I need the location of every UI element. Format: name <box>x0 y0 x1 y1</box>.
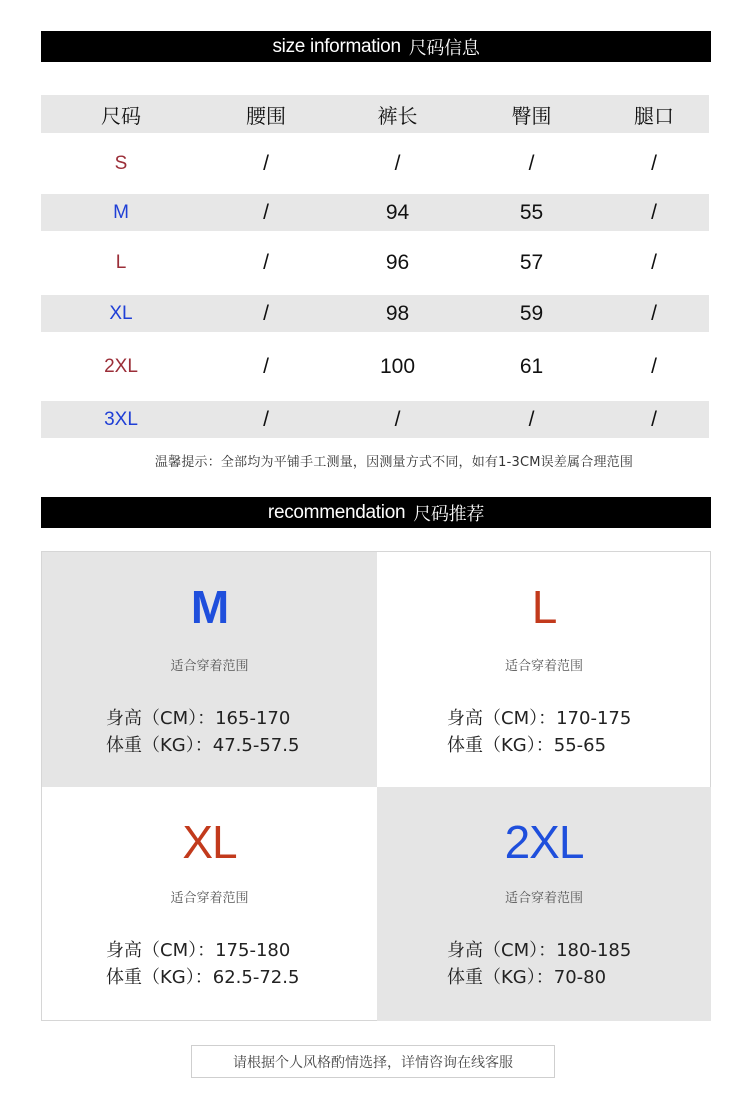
length-cell: 100 <box>379 354 416 378</box>
recommend-weight: 体重（KG）：70-80 <box>447 967 607 988</box>
length-cell: 94 <box>331 194 464 231</box>
size-cell: 2XL <box>104 355 138 377</box>
hip-cell: 61 <box>519 354 544 378</box>
size-cell: S <box>114 152 128 174</box>
waist-cell: / <box>263 354 269 378</box>
recommendation-grid <box>41 551 711 1021</box>
hip-cell: / <box>464 401 599 438</box>
size-cell: L <box>115 252 127 273</box>
size-table-header-row <box>41 95 709 133</box>
footer-note <box>191 1045 555 1078</box>
waist-cell: / <box>263 151 269 175</box>
size-info-title-cn: 尺码信息 <box>408 37 480 59</box>
size-cell: 3XL <box>41 401 201 438</box>
waist-cell: / <box>263 251 269 274</box>
hip-cell: / <box>528 151 535 175</box>
table-row <box>41 133 709 194</box>
waist-cell: / <box>201 401 331 438</box>
leg-cell: / <box>599 401 709 438</box>
leg-cell: / <box>651 251 657 274</box>
header-length: 裤长 <box>331 95 464 133</box>
length-cell: 98 <box>331 295 464 332</box>
recommend-size-label: 2XL <box>504 816 584 868</box>
recommend-height: 身高（CM）：175-180 <box>106 940 291 961</box>
size-cell: M <box>41 194 201 231</box>
recommendation-banner <box>41 497 711 528</box>
table-row <box>41 295 709 332</box>
header-leg-opening: 腿口 <box>599 95 709 133</box>
recommend-card-m <box>42 552 377 787</box>
recommendation-title-en: recommendation <box>267 501 406 523</box>
leg-cell: / <box>651 151 657 175</box>
recommend-weight: 体重（KG）：47.5-57.5 <box>106 735 300 756</box>
leg-cell: / <box>599 295 709 332</box>
recommend-height: 身高（CM）：180-185 <box>447 940 632 961</box>
recommendation-title-cn: 尺码推荐 <box>413 503 485 525</box>
size-table <box>41 95 709 438</box>
recommend-card-xl <box>42 787 377 1021</box>
recommend-weight: 体重（KG）：55-65 <box>447 735 607 756</box>
waist-cell: / <box>201 295 331 332</box>
size-info-banner <box>41 31 711 62</box>
header-size: 尺码 <box>41 95 201 133</box>
table-row <box>41 401 709 438</box>
measurement-note: 温馨提示：全部均为平铺手工测量，因测量方式不同，如有1-3CM误差属合理范围 <box>154 455 634 470</box>
recommend-subtitle: 适合穿着范围 <box>504 659 583 674</box>
footer-text: 请根据个人风格酌情选择，详情咨询在线客服 <box>233 1054 513 1071</box>
recommend-height: 身高（CM）：170-175 <box>447 708 632 729</box>
recommend-weight: 体重（KG）：62.5-72.5 <box>106 967 300 988</box>
hip-cell: 59 <box>464 295 599 332</box>
recommend-height: 身高（CM）：165-170 <box>106 708 291 729</box>
table-row <box>41 194 709 231</box>
recommend-size-label: XL <box>182 816 237 868</box>
header-hip: 臀围 <box>464 95 599 133</box>
size-info-title-en: size information <box>272 35 401 57</box>
leg-cell: / <box>651 354 657 378</box>
header-waist: 腰围 <box>201 95 331 133</box>
table-row <box>41 231 709 295</box>
size-cell: XL <box>41 295 201 332</box>
recommend-card-l <box>377 552 711 787</box>
length-cell: / <box>394 151 401 175</box>
waist-cell: / <box>201 194 331 231</box>
hip-cell: 55 <box>464 194 599 231</box>
length-cell: / <box>331 401 464 438</box>
length-cell: 96 <box>385 251 410 274</box>
recommend-size-label: M <box>190 581 229 633</box>
table-row <box>41 332 709 401</box>
hip-cell: 57 <box>519 251 544 274</box>
recommend-card-2xl <box>377 787 711 1021</box>
leg-cell: / <box>599 194 709 231</box>
recommend-size-label: L <box>531 581 557 633</box>
recommend-subtitle: 适合穿着范围 <box>170 891 249 906</box>
recommend-subtitle: 适合穿着范围 <box>170 659 249 674</box>
recommend-subtitle: 适合穿着范围 <box>504 891 583 906</box>
